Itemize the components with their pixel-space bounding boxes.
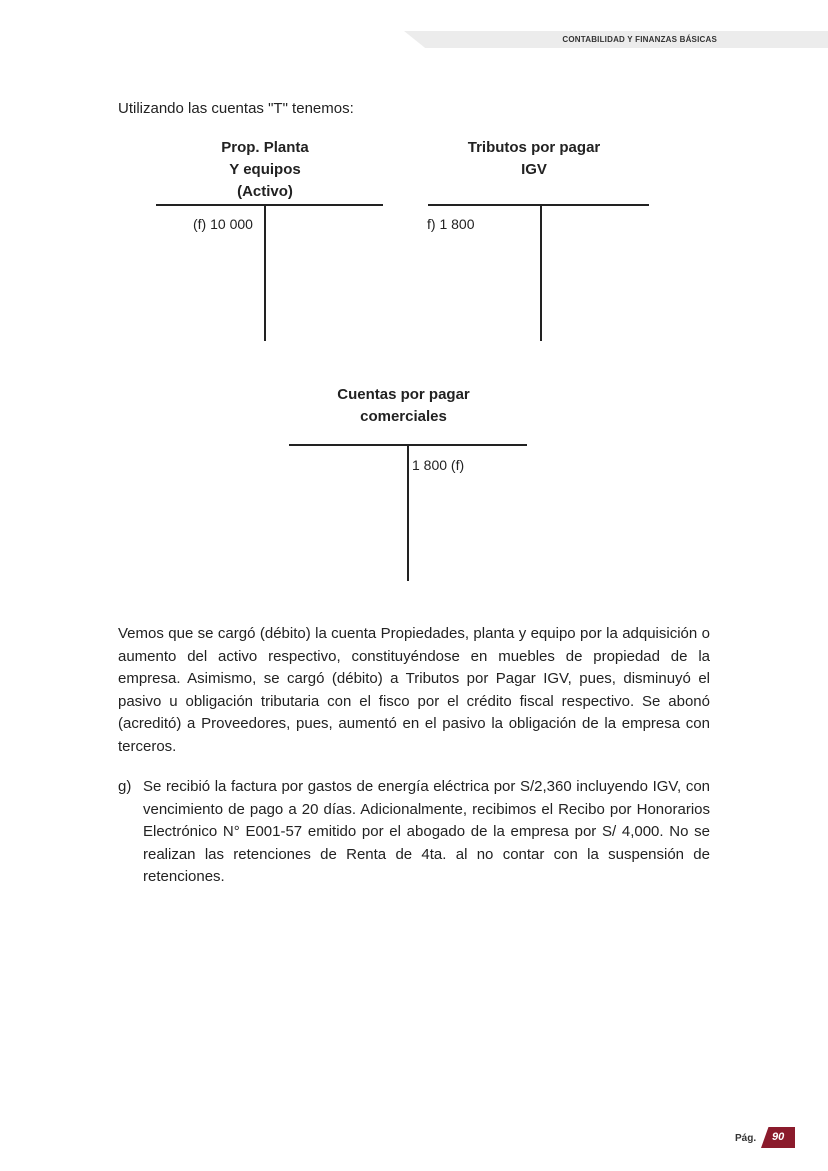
t-account-title-line: Y equipos bbox=[229, 161, 301, 178]
t-account-title-line: Cuentas por pagar bbox=[337, 386, 470, 403]
t-account-credit-entry: 1 800 (f) bbox=[412, 457, 465, 473]
t-account-debit-entry: (f) 10 000 bbox=[193, 216, 253, 232]
t-account-title-tributos bbox=[431, 137, 637, 181]
intro-text: Utilizando las cuentas "T" tenemos: bbox=[118, 100, 354, 117]
t-account-title-line: Tributos por pagar bbox=[467, 139, 601, 156]
t-account-debit-entry: f) 1 800 bbox=[427, 216, 475, 232]
explanation-paragraph: Vemos que se cargó (débito) la cuenta Propiedades, planta y equipo por la adquisición o aumento del activo respectivo, constituyéndose en muebles de propiedad de la empresa. Asimismo, se cargó (débito) a Tributos por Pagar IGV, pues, disminuyó el pasivo u obligación tributaria con el fisco por el crédito fiscal respectivo. Se abonó (acreditó) a Proveedores, pues, aumentó en el pasivo la obligación de la empresa con terceros. bbox=[118, 625, 710, 755]
t-account-title-line: (Activo) bbox=[237, 183, 293, 200]
t-account-title-ppe bbox=[156, 137, 374, 203]
t-account-title-line: comerciales bbox=[360, 408, 447, 425]
header-title: CONTABILIDAD Y FINANZAS BÁSICAS bbox=[562, 35, 717, 44]
t-account-title-cuentas-por-pagar bbox=[289, 384, 518, 428]
list-item-text: Se recibió la factura por gastos de energía eléctrica por S/2,360 incluyendo IGV, con vencimiento de pago a 20 días. Adicionalmente, recibimos el Recibo por Honorarios Electrónico N° E001-57 emitido por el abogado de la empresa por S/ 4,000. No se realizan las retenciones de Renta de 4ta. al no contar con la suspensión de retenciones. bbox=[143, 778, 710, 886]
t-account-vertical-line bbox=[540, 204, 542, 341]
t-account-vertical-line bbox=[264, 204, 266, 341]
list-item bbox=[118, 776, 710, 889]
t-account-horizontal-line bbox=[156, 204, 383, 206]
list-item-letter: g) bbox=[118, 778, 132, 795]
t-account-title-line: Prop. Planta bbox=[221, 139, 309, 156]
page-number: 90 bbox=[772, 1131, 785, 1143]
t-account-vertical-line bbox=[407, 444, 409, 581]
t-account-title-line: IGV bbox=[521, 161, 547, 178]
page-label: Pág. bbox=[735, 1133, 757, 1144]
t-account-horizontal-line bbox=[428, 204, 649, 206]
